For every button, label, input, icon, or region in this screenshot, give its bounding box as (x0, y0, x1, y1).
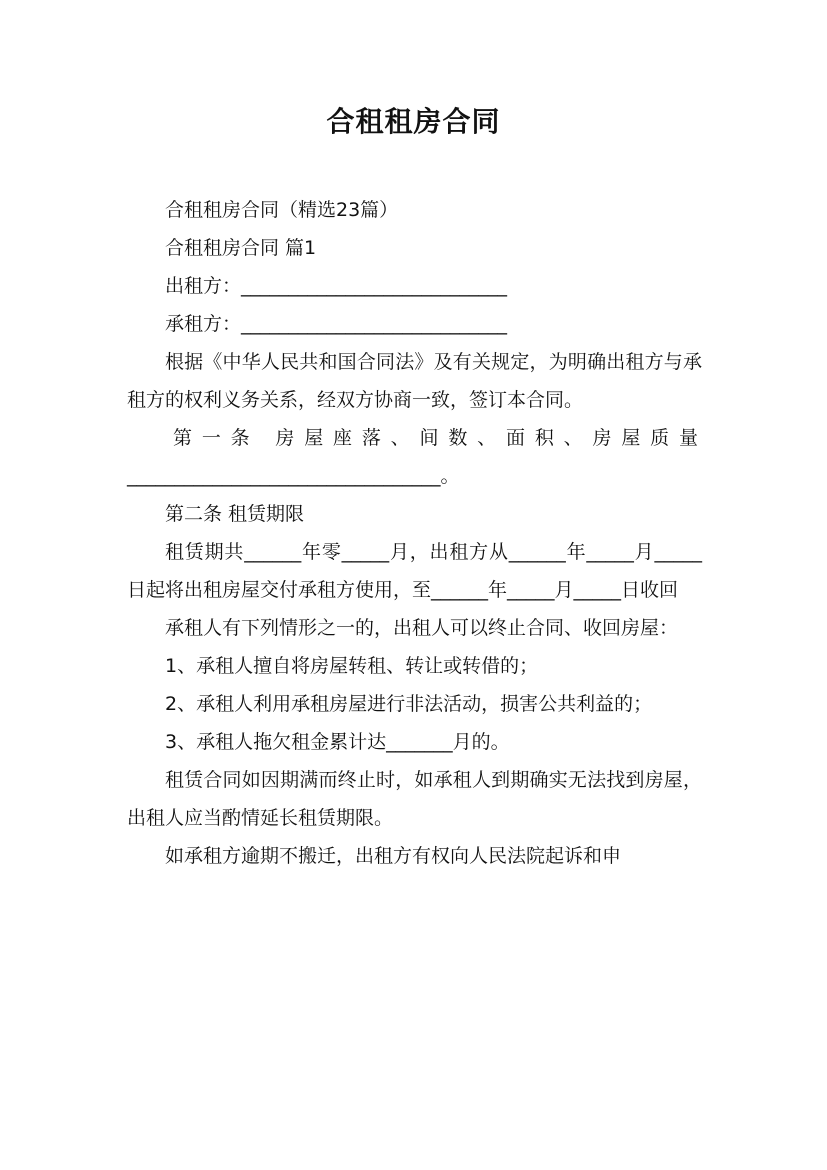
condition-item-2: 2、承租人利用承租房屋进行非法活动，损害公共利益的； (165, 693, 653, 715)
termination-conditions-paragraph: 承租人有下列情形之一的，出租人可以终止合同、收回房屋： (165, 617, 679, 639)
document-title: 合租租房合同 (326, 105, 501, 138)
condition-item-3: 3、承租人拖欠租金累计达_______月的。 (165, 731, 510, 753)
article-two-heading: 第二条 租赁期限 (165, 503, 305, 525)
subtitle-paragraph: 合租租房合同（精选23篇） (165, 199, 399, 221)
expiry-paragraph: 租赁合同如因期满而终止时，如承租人到期确实无法找到房屋，出租人应当酌情延长租赁期限。 (127, 769, 702, 829)
overdue-paragraph: 如承租方逾期不搬迁，出租方有权向人民法院起诉和申 (165, 845, 622, 867)
preamble-paragraph: 根据《中华人民共和国合同法》及有关规定，为明确出租方与承租方的权利义务关系，经双方协商一致，签订本合同。 (127, 351, 702, 411)
article-one-blank: _________________________________。 (127, 465, 460, 487)
lessee-field: 承租方：____________________________ (165, 313, 508, 335)
lessor-field: 出租方：____________________________ (165, 275, 508, 297)
article-one-heading: 第一条 房屋座落、间数、面积、房屋质量 (173, 427, 702, 449)
section-heading: 合租租房合同 篇1 (165, 237, 317, 259)
document-body (127, 191, 702, 875)
lease-term-paragraph: 租赁期共______年零_____月，出租方从______年_____月_____日起将出租房屋交付承租方使用，至______年_____月_____日收回 (127, 541, 702, 601)
condition-item-1: 1、承租人擅自将房屋转租、转让或转借的； (165, 655, 539, 677)
